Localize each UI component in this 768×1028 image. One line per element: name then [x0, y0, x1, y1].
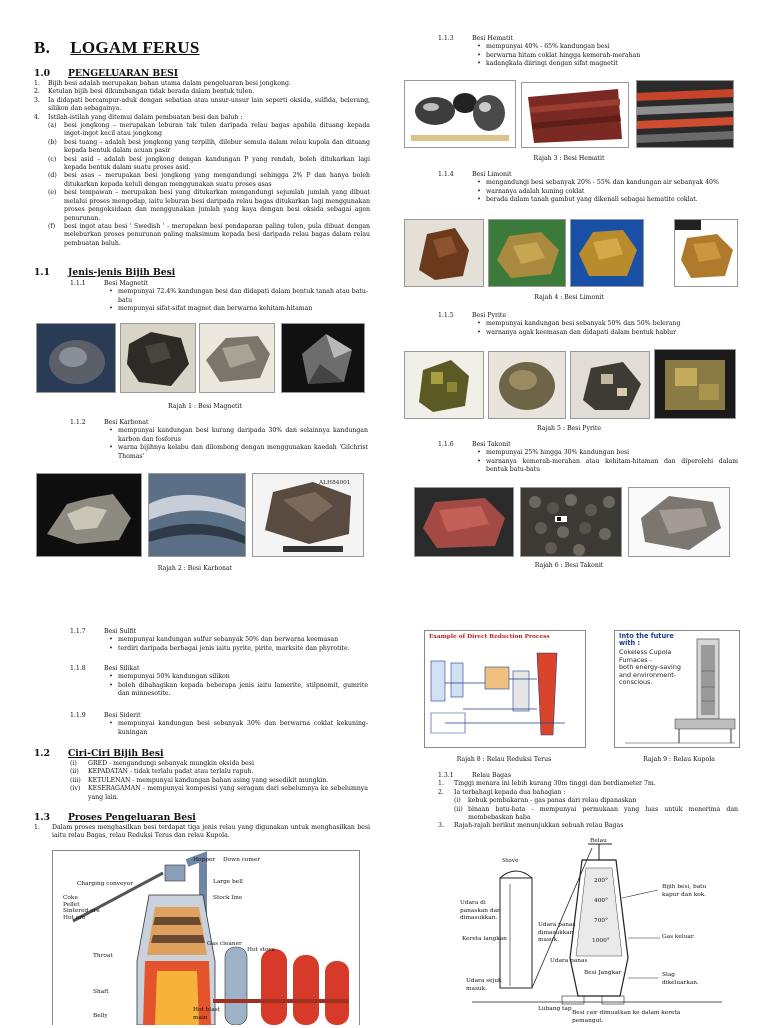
subsection-title: Besi Pyrite — [472, 312, 507, 319]
limonit-photo-3 — [570, 219, 644, 287]
list-item: (b) besi tuang – adalah besi jongkong yang terpilih, dilebur semula dalam relau kupola dan dituang kepada bentuk dalam acuan pasir — [48, 138, 370, 155]
label-stock-line: Stock line — [213, 895, 243, 901]
ore-image — [522, 83, 628, 147]
section-title: PENGELUARAN BESI — [68, 68, 179, 79]
list-item: (iv) KESERAGAMAN - mempunyai komposisi yang seragam dari sebelumnya ke sebelumnya yang lain. — [70, 785, 368, 801]
bullet-item: • mempunyai 40% - 65% kandungan besi — [477, 43, 610, 51]
ore-image — [489, 220, 565, 286]
section-number: 1.0 — [34, 68, 50, 79]
label-kereta-langkan: Kereta langkan — [462, 936, 507, 942]
label-gas-keluar: Gas keluar. — [662, 934, 695, 940]
label-temp-400: 400° — [594, 898, 608, 904]
karbonat-photo-3 — [252, 473, 364, 557]
magnetit-photo-2 — [120, 323, 196, 393]
list-item: (i) GRED - mengandungi sebanyak mungkin oksida besi — [70, 760, 254, 767]
label-besi-cair: Besi cair dimuatkan ke dalam kereta pemangut. — [572, 1010, 681, 1024]
bullet-item: • terdiri daripada berbagai jenis iaitu pyrite, pirite, marksite dan phyrotite. — [109, 644, 350, 652]
sub-list — [34, 122, 370, 248]
figure-caption: Rajah 8 : Relau Reduksi Terus — [456, 756, 552, 763]
pyrite-photo-2 — [488, 351, 566, 419]
figure-caption: Rajah 5 : Besi Pyrite — [536, 425, 602, 432]
figure-caption: Rajah 3 : Besi Hematit — [533, 155, 605, 162]
ore-image — [37, 474, 141, 556]
section-1-3-heading: 1.3 Proses Pengeluaran Besi — [34, 812, 196, 823]
list-item: 3. Ia didapati bercampur-aduk dengan sebatian atau unsur-unsur lain seperti oksida, sulfida, belerang, silikon dan sebagainya. — [34, 96, 370, 113]
bullet-item: • mempunyai sifat-sifat magnet dan berwarna kehitam-hitaman — [109, 305, 313, 313]
section-1-1-heading — [34, 267, 175, 278]
ore-image — [405, 352, 483, 418]
takonit-photo-2 — [520, 487, 622, 557]
section-1-2-heading: 1.2 Ciri-Ciri Bijih Besi — [34, 748, 164, 759]
bullet-item: • mempunyai 72.4% kandungan besi dan didapati dalam bentuk tanah atau batu-batu — [109, 288, 368, 304]
label-hopper: Hopper — [193, 857, 216, 863]
label-hot-blast-main: Hot blast main — [193, 1007, 221, 1021]
label-temp-700: 700° — [594, 918, 608, 924]
blast-furnace-diagram — [52, 850, 360, 1025]
bagas-diagram — [452, 838, 742, 1024]
label-udara-panas: Udara panas — [550, 958, 588, 964]
bullet-item: • warnanya agak keemasan dan didapati dalam bentuk hablur — [477, 328, 677, 336]
list-item: 1. Dalam proses menghasilkan besi terdapat tiga jenis relau yang digunakan untuk menghasilkan besi iaitu relau Bagas, relau Reduksi Terus dan relau Kupola. — [34, 824, 370, 840]
label-gas-cleaner: Gas cleaner — [207, 941, 242, 947]
ore-image — [571, 352, 649, 418]
hematit-block: 1.1.3 Besi Hematit • mempunyai 40% - 65% kandungan besi • berwarna hitam coklat hingga kemerah-merahan • kadangkala diiringi dengan sifat magnetit — [438, 35, 738, 69]
takonit-photo-3 — [628, 487, 730, 557]
list-item: (i) kebuk pembakaran - gas panas dari relau dipanaskan — [454, 797, 637, 805]
limonit-photo-1 — [404, 219, 484, 287]
pyrite-block: 1.1.5 Besi Pyrite • mempunyai kandungan besi sebanyak 50% dan 50% belerang • warnanya agak keemasan dan didapati dalam bentuk hablur — [438, 312, 738, 337]
pyrite-photo-1 — [404, 351, 484, 419]
cupola-drawing — [615, 631, 739, 747]
hematit-photo-3 — [636, 80, 734, 148]
limonit-photo-4 — [674, 219, 738, 287]
label-udara-panas-masuk: Udara panas dimasukkan masuk. — [538, 922, 576, 944]
figure-caption: Rajah 4 : Besi Limonit — [534, 294, 604, 301]
list-item: 3. Rajah-rajah berikut menunjukkan sebuah relau Bagas — [438, 822, 624, 830]
pyrite-photo-4 — [654, 349, 736, 419]
ore-image — [405, 81, 515, 147]
label-bijih-besi: Bijih besi, batu kapur dan kok. — [662, 884, 707, 898]
bullet-item: • berwarna hitam coklat hingga kemerah-merahan — [477, 51, 641, 59]
figure-caption: Rajah 9 : Relau Kupola — [643, 756, 715, 763]
label-charging-conveyor: Charging conveyor — [77, 881, 133, 887]
section-number: 1.1 — [34, 267, 50, 278]
chapter-heading — [34, 38, 200, 58]
pyrite-photo-3 — [570, 351, 650, 419]
list-item: 2. Ketulan bijih besi dikumbangan tidak berada dalam bentuk tulen. — [34, 88, 255, 96]
blast-furnace-drawing — [53, 851, 359, 1025]
limonit-photo-2 — [488, 219, 566, 287]
hematit-photo-2 — [521, 82, 629, 148]
list-item: (iii) KETULENAN - mempunyai kandungan bahan asing yang sesedikit mungkin. — [70, 776, 329, 784]
subsection-title: Besi Siderit — [104, 712, 141, 719]
silikat-block: 1.1.8 Besi Silikat • mempunyai 50% kandungan silikon • boleh dibahagikan kepada beberapa jenis iaitu lamerite, stilpnomit, gumrite dan minnesotite. — [70, 665, 368, 698]
label-temp-1000: 1000° — [592, 938, 610, 944]
bullet-item: • kadangkala diiringi dengan sifat magnetit — [477, 60, 618, 68]
ciri-list — [70, 760, 368, 802]
sulfit-block: 1.1.7 Besi Sulfit • mempunyai kandungan sulfur sebanyak 50% dan berwarna keemasan • terdiri daripada berbagai jenis iaitu pyrite, pirite, marksite dan phyrotite. — [70, 628, 368, 653]
list-item: (f) besi ingot atau besi ' Swedish ' - merupakan besi pendaparan paling tulen, pula dibuat dengan meleburkan proses penurunan paling maksimum kepada besi daripada relau bagas dalam relau pembuatan baluh. — [48, 222, 370, 247]
ore-image — [629, 488, 729, 556]
subsection-title: Besi Magnetit — [104, 280, 148, 287]
label-udara-sejuk: Udara sejuk masuk. — [466, 978, 502, 992]
subsection-title: Besi Silikat — [104, 665, 140, 672]
bullet-item: • boleh dibahagikan kepada beberapa jenis iaitu lamerite, stilpnomit, gumrite dan minnesotite. — [109, 681, 368, 698]
chapter-letter: B. — [34, 38, 51, 57]
label-relau: Relau — [590, 838, 607, 844]
ore-image — [571, 220, 643, 286]
magnetit-photo-4 — [281, 323, 365, 393]
label-stove: Stove — [502, 858, 519, 864]
ore-image — [149, 474, 245, 556]
siderit-block: 1.1.9 Besi Siderit • mempunyai kandungan besi sebanyak 30% dan berwarna coklat kekuning-kuningan — [70, 712, 368, 736]
list-item: (e) besi tempawan – merupakan besi yang ditukarkan mengandungi sejumlah jumlah yang dibuat melalui proses mengodap, iaitu leburan besi daripada relau bagas ditukarkan lagi menggunakan proses pengoksidaan dan menggunakan jumlah yang kaya dengan besi oksida sebagai agen penurunan. — [48, 189, 370, 222]
section-title: Ciri-Ciri Bijih Besi — [68, 748, 164, 759]
label-lubang-tap: Lubang tap — [538, 1006, 572, 1012]
ore-image — [200, 324, 274, 392]
bullet-item: • mempunyai 50% kandungan silikon — [109, 673, 230, 681]
list-item: (a) besi jongkong – merupakan leburan tak tulen daripada relau bagas apabila dituang kepada ingot-ingot kecil atau jongkong — [48, 122, 370, 138]
bullet-item: • mempunyai kandungan besi kurang daripada 30% dan selainnya kandungan karbon dan fosforus — [109, 427, 368, 443]
figure-caption: Rajah 2 : Besi Karbonat — [157, 565, 233, 572]
list-item: (ii) KEPADATAN - tidak terlalu padat atau terlalu rapuh. — [70, 768, 254, 776]
label-udara-dipanaskan: Udara di panaskan dan dimasukkan. — [460, 900, 501, 922]
bullet-item: • mempunyai kandungan sulfur sebanyak 50% dan berwarna keemasan — [109, 636, 339, 644]
label-large-bell: Large bell — [213, 879, 243, 885]
ore-image — [637, 81, 733, 147]
karbonat-photo-1 — [36, 473, 142, 557]
label-shaft: Shaft — [93, 989, 109, 995]
label-slag: Slag dikeluarkan. — [662, 972, 699, 986]
section-title: Proses Pengeluaran Besi — [68, 812, 196, 823]
takonit-photo-1 — [414, 487, 514, 557]
ore-image — [655, 350, 735, 418]
direct-reduction-diagram — [424, 630, 586, 748]
ore-image — [675, 220, 737, 286]
bullet-item: • mempunyai kandungan besi sebanyak 30% dan berwarna coklat kekuning-kuningan — [109, 720, 368, 736]
bagas-drawing — [452, 838, 742, 1024]
list-item: (d) besi asas – merupakan besi jongkong yang mengandungi sehingga 2% P dan hanya boleh ditukarkan kepada keluli dengan menggunakan suatu proses asas — [48, 172, 370, 188]
bullet-item: • berada dalam tanah gambut yang dikenali sebagai hematite coklat. — [477, 196, 698, 204]
cupola-title: Into the future with : — [619, 632, 674, 648]
bagas-block: 1.3.1 Relau Bagas 1. Tinggi menara ini lebih kurang 30m tinggi dan berdiameter 7m. 2. Ia terbahagi kepada dua bahagian : (i) kebuk pembakaran - gas panas dari relau dipanaskan (ii) binaan batu-bata - mempunyai permukaan yang luas untuk menerima dan membebaskan haba 3. Rajah-rajah berikut menunjukkan sebuah relau Bagas — [438, 772, 738, 830]
figure-caption: Rajah 1 : Besi Magnetit — [168, 403, 242, 410]
ore-image — [121, 324, 195, 392]
list-item: 1. Bijih besi adalah merupakan bahan utama dalam pengeluaran besi jongkong. — [34, 80, 291, 87]
section-title: Jenis-jenis Bijih Besi — [68, 267, 176, 278]
limonit-block: 1.1.4 Besi Limonit • mengandungi besi sebanyak 20% - 55% dan kandungan air sebanyak 40% • warnanya adalah kuning coklat • berada dalam tanah gambut yang dikenali sebagai hematite coklat. — [438, 171, 738, 205]
label-temp-200: 200° — [594, 878, 608, 884]
list-item: 2. Ia terbahagi kepada dua bahagian : — [438, 788, 566, 796]
bullet-item: • warnanya adalah kuning coklat — [477, 187, 585, 195]
ore-image — [405, 220, 483, 286]
bullet-item: • warnanya kemerah-merahan atau kehitam-hitaman dan diperolehi dalam bentuk batu-batu — [477, 457, 738, 474]
subsection-title: Besi Takonit — [472, 441, 511, 448]
ore-image — [282, 324, 364, 392]
label-burden: Coke Pellet Sintered ore Hot ore — [63, 895, 100, 921]
label-hot-stove: Hot stove — [247, 947, 276, 953]
ore-image — [489, 352, 565, 418]
karbonat-photo-2 — [148, 473, 246, 557]
subsection-title: Besi Karbonat — [104, 419, 149, 426]
section-1-0-body — [34, 80, 370, 248]
subsection-title: Besi Limonit — [472, 171, 512, 178]
list-item: (c) besi asid – adalah besi jongkong dengan kandungan P yang rendah, boleh ditukarkan lagi kepada bentuk dalam suatu proses asid. — [48, 155, 370, 172]
bullet-item: • mengandungi besi sebanyak 20% - 55% dan kandungan air sebanyak 40% — [477, 179, 719, 187]
list-item: (ii) binaan batu-bata - mempunyai permukaan yang luas untuk menerima dan membebaskan haba — [454, 805, 738, 822]
subsection-title: Besi Sulfit — [104, 628, 137, 635]
bullet-item: • mempunyai kandungan besi sebanyak 50% dan 50% belerang — [477, 320, 681, 328]
magnetit-block: 1.1.1 Besi Magnetit • mempunyai 72.4% kandungan besi dan didapati dalam bentuk tanah atau batu-batu • mempunyai sifat-sifat magnet dan berwarna kehitam-hitaman — [70, 280, 368, 313]
label-belly: Belly — [93, 1013, 108, 1019]
proses-list — [34, 824, 370, 841]
diagram-title: Example of Direct Reduction Process — [429, 634, 550, 640]
section-1-0-heading — [34, 68, 178, 79]
ore-image — [37, 324, 115, 392]
ore-image — [521, 488, 621, 556]
label-down-comer: Down comer — [223, 857, 261, 863]
magnetit-photo-1 — [36, 323, 116, 393]
ore-image — [415, 488, 513, 556]
bullet-item: • mempunyai 25% hingga 30% kandungan besi — [477, 449, 630, 457]
bullet-item: • warna bijihnya kelabu dan dilombong dengan menggunakan kaedah 'Gilchrist Thomas' — [109, 444, 368, 460]
subsection-title: Besi Hematit — [472, 35, 513, 42]
list-item: 4. Istilah-istilah yang ditemui dalam pembuatan besi dan baluh : — [34, 113, 243, 121]
chapter-title: LOGAM FERUS — [70, 38, 200, 57]
subsection-title: Relau Bagas — [472, 772, 512, 779]
karbonat-block: 1.1.2 Besi Karbonat • mempunyai kandungan besi kurang daripada 30% dan selainnya kandungan karbon dan fosforus • warna bijihnya kelabu dan dilombong dengan menggunakan kaedah 'Gilchrist Thomas' — [70, 419, 368, 460]
magnetit-photo-3 — [199, 323, 275, 393]
cupola-diagram — [614, 630, 740, 748]
hematit-photo-1 — [404, 80, 516, 148]
cupola-text: Cokeless Cupola Furnaces - both energy-saving and environment- conscious. — [619, 648, 681, 687]
photo-label: ALH84001 — [319, 480, 351, 486]
direct-reduction-drawing — [425, 643, 585, 747]
figure-caption: Rajah 6 : Besi Takonit — [534, 562, 604, 569]
label-throat: Throat — [93, 953, 113, 959]
list-item: 1. Tinggi menara ini lebih kurang 30m tinggi dan berdiameter 7m. — [438, 780, 656, 788]
label-besi-jangkar: Besi Jangkar — [584, 970, 622, 976]
takonit-block: 1.1.6 Besi Takonit • mempunyai 25% hingga 30% kandungan besi • warnanya kemerah-merahan atau kehitam-hitaman dan diperolehi dalam bentuk batu-batu — [438, 441, 738, 474]
